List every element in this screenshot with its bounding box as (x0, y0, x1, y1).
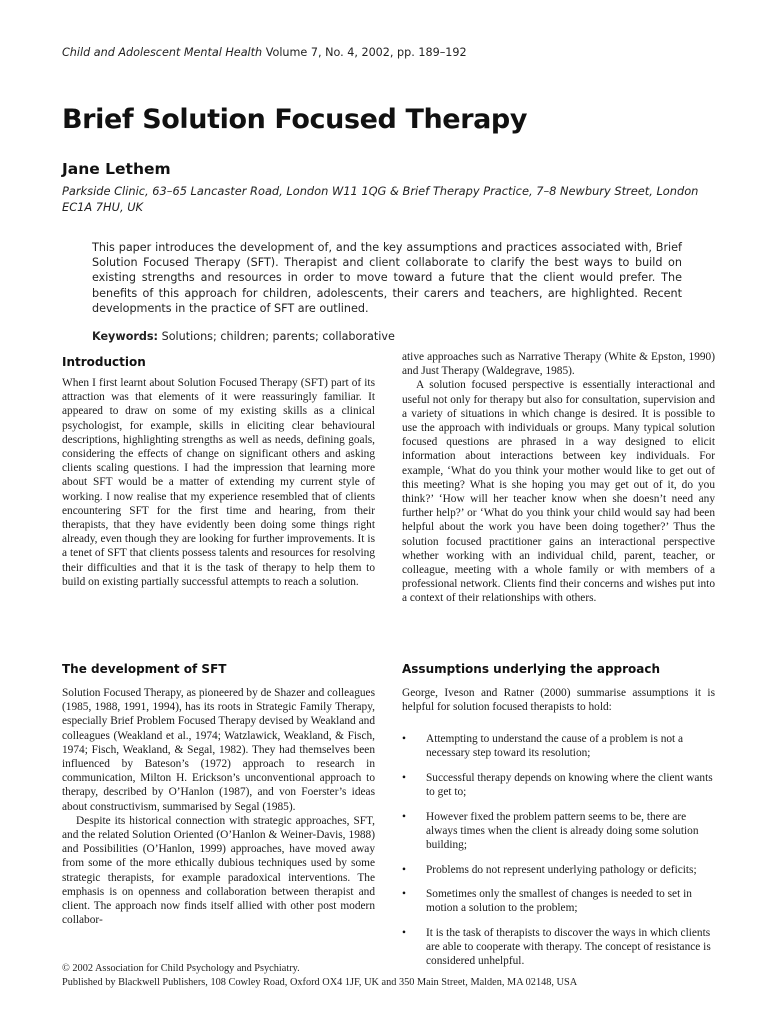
assumptions-intro-paragraph: George, Iveson and Ratner (2000) summarise assumptions it is helpful for solution focused therapists to hold: (402, 687, 715, 714)
author-name: Jane Lethem (62, 160, 171, 178)
introduction-heading: Introduction (62, 355, 146, 369)
keywords (92, 330, 395, 343)
list-item (402, 887, 715, 915)
introduction-paragraph: When I first learnt about Solution Focused Therapy (SFT) part of its attraction was that elements of it were reassuringly familiar. It appeared to draw on some of my existing skills as a clinical psychologist, for example, skills in eliciting clear behavioural descriptions, highlighting strengths as well as needs, defining goals, considering the effects of change on significant others and asking clients scaling questions. I had the impression that learning more about SFT would be a matter of extending my current style of working. I now realise that my experience resembled that of clients encountering SFT for the first time and hearing, from their therapists, that they have evidently been doing some things right already, even though they are looking for further improvements. It is a tenet of SFT that clients possess talents and resources for resolving their difficulties and that it is the task of therapy to help them to build on existing partially successful attempts to reach a solution. (62, 377, 375, 588)
publisher-line: Published by Blackwell Publishers, 108 Cowley Road, Oxford OX4 1JF, UK and 350 Main Street, Malden, MA 02148, USA (62, 976, 578, 988)
assumptions-heading: Assumptions underlying the approach (402, 662, 661, 676)
list-item-text: Problems do not represent underlying pathology or deficits; (426, 863, 697, 876)
list-item-text: Attempting to understand the cause of a problem is not a necessary step toward its resolution; (426, 733, 684, 760)
bullet-marker: • (402, 863, 406, 876)
article-title: Brief Solution Focused Therapy (62, 104, 528, 135)
page-footer (62, 962, 722, 989)
author-affiliation: Parkside Clinic, 63–65 Lancaster Road, London W11 1QG & Brief Therapy Practice, 7–8 Newbury Street, London EC1A 7HU, UK (62, 184, 699, 214)
copyright-line: © 2002 Association for Child Psychology and Psychiatry. (62, 963, 300, 974)
journal-name: Child and Adolescent Mental Health (62, 46, 263, 59)
list-item (402, 863, 715, 877)
continuation-paragraph: ative approaches such as Narrative Therapy (White & Epston, 1990) and Just Therapy (Waldegrave, 1985). (402, 351, 715, 378)
list-item-text: However fixed the problem pattern seems to be, there are always times when the client is already doing some solution building; (426, 810, 699, 851)
list-item (402, 732, 715, 760)
right-column-continuation (402, 350, 715, 606)
list-item-text: Successful therapy depends on knowing where the client wants to get to; (426, 771, 713, 798)
list-item (402, 810, 715, 853)
keywords-label: Keywords: (92, 330, 159, 343)
bullet-marker: • (402, 733, 406, 745)
interactional-perspective-paragraph: A solution focused perspective is essentially interactional and useful not only for therapy but also for consultation, supervision and a variety of situations in which change is desired. It is possible to use the approach with individuals or groups. Many typical solution focused questions are phrased in a way designed to elicit information about interactions between key individuals. For example, ‘What do you think your mother would like to get out of this meeting? What is she hoping you may get out of it, do you think?’ ‘How will her teacher know when she doesn’t need any further help?’ or ‘What do you think your child would say had been helpful about the work you have been doing together?’ Thus the solution focused practitioner gains an interactional perspective whether working with an individual child, parent, teacher, or colleague, meeting with a whole family or with members of a professional network. Clients find their concerns and wishes put into a context of their relationships with others. (402, 379, 715, 605)
bullet-marker: • (402, 771, 406, 784)
list-item-text: Sometimes only the smallest of changes is needed to set in motion a solution to the problem; (426, 888, 692, 915)
development-section (62, 686, 375, 927)
bullet-marker: • (402, 926, 406, 939)
development-paragraph-2: Despite its historical connection with strategic approaches, SFT, and the related Solution Oriented (O’Hanlon & Weiner-Davis, 1988) and Possibilities (O’Hanlon, 1999) approaches, have moved away from some of the more ethically dubious techniques used by some strategic therapists, for example paradoxical interventions. The emphasis is on openness and collaboration between therapist and client. The approach now finds itself allied with other post modern collabor- (62, 814, 375, 927)
list-item-text: It is the task of therapists to discover the ways in which clients are able to cooperate with therapy. The concept of resistance is considered unhelpful. (426, 926, 711, 968)
introduction-section (62, 376, 375, 589)
bullet-marker: • (402, 810, 406, 823)
keywords-text: Solutions; children; parents; collaborative (158, 330, 395, 343)
journal-citation (62, 46, 467, 59)
abstract: This paper introduces the development of, and the key assumptions and practices associated with, Brief Solution Focused Therapy (SFT). Therapist and client collaborate to clarify the best ways to build on existing strengths and resources in order to move toward a future that the client would prefer. The benefits of this approach for children, adolescents, their carers and teachers, are highlighted. Recent developments in the practice of SFT are outlined. (92, 241, 682, 315)
bullet-marker: • (402, 888, 406, 901)
development-heading: The development of SFT (62, 662, 227, 676)
journal-volume-pages: Volume 7, No. 4, 2002, pp. 189–192 (262, 46, 467, 59)
development-paragraph-1: Solution Focused Therapy, as pioneered by de Shazer and colleagues (1985, 1988, 1991, 1994), has its roots in Strategic Family Therapy, especially Brief Problem Focused Therapy devised by Weakland and colleagues (Weakland et al., 1974; Watzlawick, Weakland, & Fisch, 1974; Fisch, Weakland, & Segal, 1982). They had themselves been influenced by Bateson’s (1972) approach to research in communication, Milton H. Erickson’s unconventional approach to therapy, described by O’Hanlon (1987), and von Foerster’s ideas about constructivism, summarised by Segal (1985). (62, 687, 375, 813)
assumptions-list (402, 732, 715, 979)
assumptions-intro (402, 686, 715, 714)
list-item (402, 771, 715, 799)
